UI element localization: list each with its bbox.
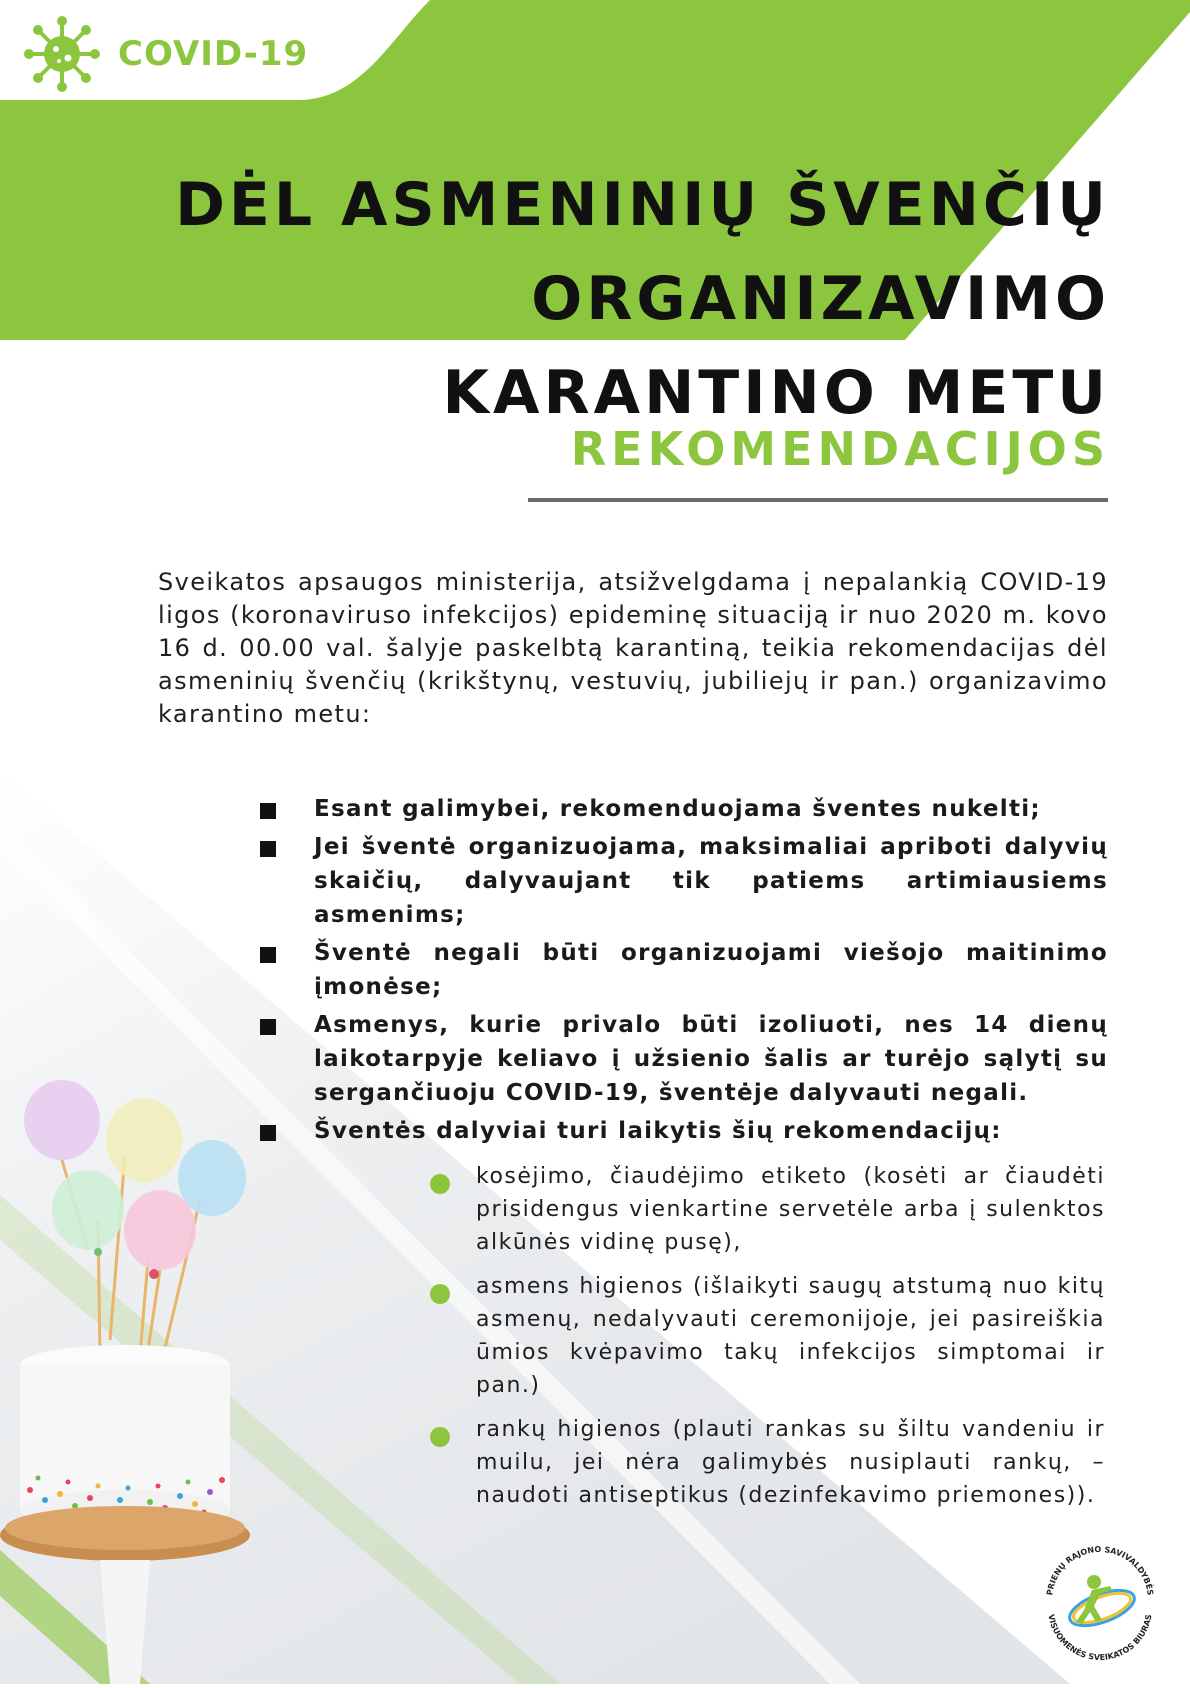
sub-list-item bbox=[430, 1270, 1105, 1402]
square-bullet-icon bbox=[260, 1019, 276, 1035]
list-item bbox=[260, 1008, 1108, 1110]
recommendation-list bbox=[260, 792, 1108, 1152]
sub-list-item bbox=[430, 1160, 1105, 1259]
list-item-text: Esant galimybei, rekomenduojama šventes nukelti; bbox=[314, 796, 1041, 822]
covid-badge bbox=[22, 12, 308, 96]
virus-icon bbox=[22, 14, 102, 94]
list-item-text: Šventės dalyviai turi laikytis šių rekomendacijų: bbox=[314, 1118, 1002, 1144]
cake-illustration bbox=[0, 1080, 270, 1684]
subtitle: REKOMENDACIJOS bbox=[570, 422, 1110, 476]
list-item-text: Šventė negali būti organizuojami viešojo maitinimo įmonėse; bbox=[314, 940, 1108, 1000]
square-bullet-icon bbox=[260, 947, 276, 963]
sub-list-item bbox=[430, 1413, 1105, 1512]
sub-list-item-text: rankų higienos (plauti rankas su šiltu vandeniu ir muilu, jei nėra galimybės nusiplauti rankų, – naudoti antiseptikus (dezinfekavimo priemones)). bbox=[476, 1417, 1105, 1508]
list-item bbox=[260, 792, 1108, 826]
dot-bullet-icon bbox=[430, 1284, 450, 1304]
title-line: DĖL ASMENINIŲ ŠVENČIŲ bbox=[175, 170, 1110, 240]
sub-list-item-text: kosėjimo, čiaudėjimo etiketo (kosėti ar čiaudėti prisidengus vienkartine servetėle arba į sulenktos alkūnės vidinę pusę), bbox=[476, 1164, 1105, 1255]
dot-bullet-icon bbox=[430, 1427, 450, 1447]
square-bullet-icon bbox=[260, 841, 276, 857]
intro-paragraph: Sveikatos apsaugos ministerija, atsižvelgdama į nepalankią COVID-19 ligos (koronaviruso infekcijos) epideminę situaciją ir nuo 2020 m. kovo 16 d. 00.00 val. šalyje paskelbtą karantiną, teikia rekomendacijas dėl asmeninių švenčių (krikštynų, vestuvių, jubiliejų ir pan.) organizavimo karantino metu: bbox=[158, 568, 1108, 728]
page-title bbox=[110, 158, 1110, 440]
divider bbox=[528, 498, 1108, 502]
organization-logo bbox=[1030, 1530, 1170, 1670]
hygiene-list bbox=[430, 1160, 1105, 1523]
badge-label: COVID-19 bbox=[118, 34, 309, 74]
list-item-text: Jei šventė organizuojama, maksimaliai apriboti dalyvių skaičių, dalyvaujant tik patiems artimiausiems asmenims; bbox=[314, 834, 1108, 928]
list-item bbox=[260, 830, 1108, 932]
logo-bottom-text: VISUOMENĖS SVEIKATOS BIURAS bbox=[1046, 1613, 1154, 1663]
sub-list-item-text: asmens higienos (išlaikyti saugų atstumą nuo kitų asmenų, nedalyvauti ceremonijoje, jei pasireiškia ūmios kvėpavimo takų infekcijos simptomai ir pan.) bbox=[476, 1274, 1105, 1398]
list-item bbox=[260, 936, 1108, 1004]
list-item-text: Asmenys, kurie privalo būti izoliuoti, nes 14 dienų laikotarpyje keliavo į užsienio šalis ar turėjo sąlytį su sergančiuoju COVID-19, šventėje dalyvauti negali. bbox=[314, 1012, 1108, 1106]
dot-bullet-icon bbox=[430, 1174, 450, 1194]
title-line: KARANTINO METU bbox=[442, 358, 1110, 428]
square-bullet-icon bbox=[260, 803, 276, 819]
list-item bbox=[260, 1114, 1108, 1148]
title-line: ORGANIZAVIMO bbox=[531, 264, 1110, 334]
cake-balloons-icon bbox=[0, 1080, 270, 1684]
health-bureau-logo-icon bbox=[1030, 1530, 1170, 1670]
logo-top-text: PRIENŲ RAJONO SAVIVALDYBĖS bbox=[1045, 1544, 1155, 1596]
